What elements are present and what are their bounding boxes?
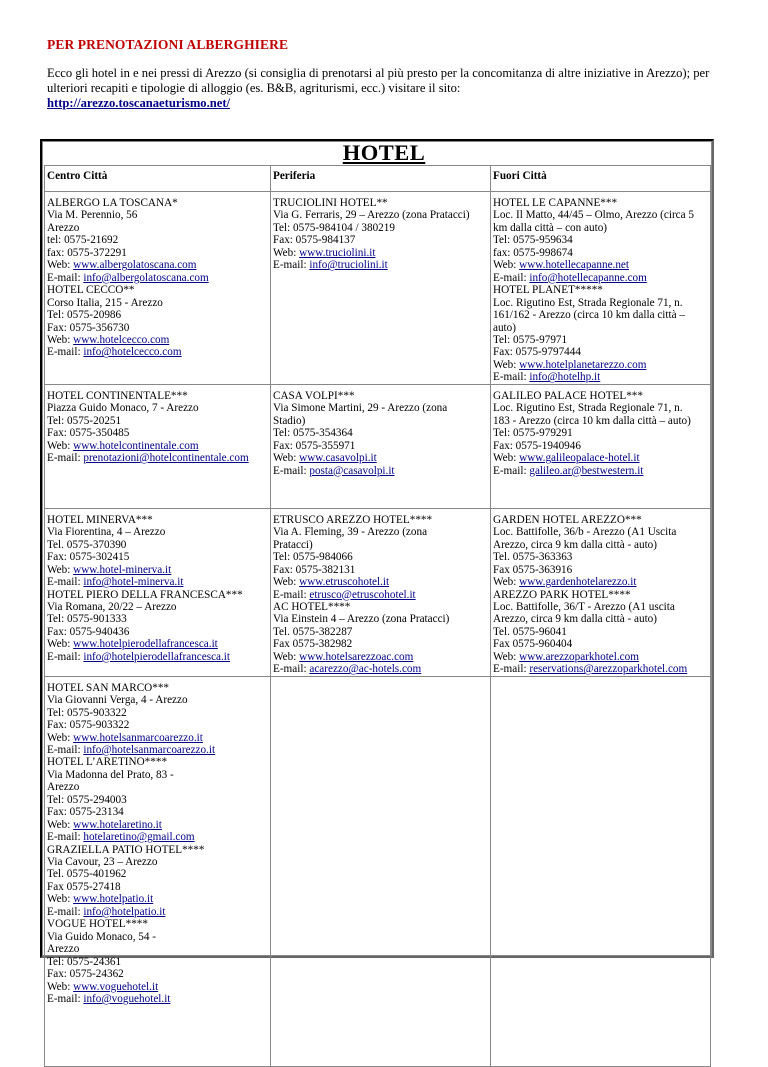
- email-line: [47, 831, 268, 843]
- contact-label: Web:: [273, 576, 300, 589]
- email-line: [273, 465, 488, 477]
- hotel-cell: [45, 508, 271, 676]
- hotel-detail: Via Einstein 4 – Arezzo (zona Pratacci): [273, 613, 450, 626]
- hotel-cell: [491, 384, 711, 508]
- website-link[interactable]: www.hotel-minerva.it: [73, 563, 172, 576]
- hotel-detail: fax: 0575-998674: [493, 246, 573, 259]
- hotel-name: HOTEL CECCO**: [47, 284, 135, 297]
- website-link[interactable]: www.hotelcecco.com: [73, 333, 170, 346]
- email-line: [273, 589, 488, 601]
- email-link[interactable]: etrusco@etruscohotel.it: [309, 588, 416, 601]
- email-link[interactable]: info@hotelsanmarcoarezzo.it: [83, 743, 216, 756]
- hotel-detail: Via Giovanni Verga, 4 - Arezzo: [47, 694, 188, 707]
- hotel-detail: Loc. Rigutino Est, Strada Regionale 71, n.: [493, 296, 683, 309]
- email-link[interactable]: posta@casavolpi.it: [309, 464, 395, 477]
- column-header-fuori: Fuori Città: [491, 166, 711, 192]
- contact-label: Web:: [47, 439, 74, 452]
- website-line: [493, 359, 708, 371]
- table-row: [45, 508, 711, 676]
- website-line: [47, 638, 268, 650]
- website-line: [47, 819, 268, 831]
- contact-label: E-mail:: [47, 905, 84, 918]
- website-link[interactable]: www.hotellecapanne.net: [519, 259, 629, 272]
- hotel-detail: Fax: 0575-23134: [47, 806, 124, 819]
- hotel-detail: Loc. Battifolle, 36/b - Arezzo (A1 Uscita: [493, 526, 677, 539]
- contact-label: E-mail:: [273, 464, 310, 477]
- hotel-detail: Fax: 0575-350485: [47, 427, 130, 440]
- email-line: [47, 993, 268, 1005]
- hotel-detail: Via Guido Monaco, 54 -: [47, 930, 157, 943]
- hotel-name: GRAZIELLA PATIO HOTEL****: [47, 843, 205, 856]
- contact-label: Web:: [47, 333, 74, 346]
- website-link[interactable]: www.hotelaretino.it: [73, 818, 162, 831]
- hotel-detail: Fax: 0575-1940946: [493, 439, 581, 452]
- hotel-cell: [271, 192, 491, 385]
- website-line: [493, 259, 708, 271]
- email-link[interactable]: hotelaretino@gmail.com: [83, 831, 195, 844]
- hotel-detail: Fax: 0575-984137: [273, 234, 356, 247]
- contact-label: Web:: [493, 452, 520, 465]
- contact-label: Web:: [273, 650, 300, 663]
- contact-label: E-mail:: [47, 650, 84, 663]
- contact-label: Web:: [47, 980, 74, 993]
- hotel-detail: Tel: 0575-294003: [47, 793, 127, 806]
- contact-label: E-mail:: [47, 452, 84, 465]
- email-line: [47, 744, 268, 756]
- hotel-detail: Fax: 0575-382131: [273, 563, 356, 576]
- hotel-detail: Fax: 0575-302415: [47, 551, 130, 564]
- hotel-detail: Tel. 0575-382287: [273, 625, 353, 638]
- hotel-cell: [491, 508, 711, 676]
- hotel-detail: tel: 0575-21692: [47, 234, 119, 247]
- email-link[interactable]: prenotazioni@hotelcontinentale.com: [83, 452, 249, 465]
- table-title: HOTEL: [342, 140, 426, 165]
- hotel-cell: [271, 384, 491, 508]
- hotel-cell: [45, 384, 271, 508]
- website-link[interactable]: www.galileopalace-hotel.it: [519, 452, 640, 465]
- contact-label: Web:: [493, 650, 520, 663]
- website-line: [47, 893, 268, 905]
- website-link[interactable]: www.albergolatoscana.com: [73, 259, 197, 272]
- contact-label: E-mail:: [493, 371, 530, 384]
- email-link[interactable]: galileo.ar@bestwestern.it: [529, 464, 644, 477]
- hotel-detail: Fax: 0575-940436: [47, 625, 130, 638]
- hotel-detail: Pratacci): [273, 538, 313, 551]
- contact-label: E-mail:: [273, 588, 310, 601]
- hotel-detail: Fax: 0575-24362: [47, 968, 124, 981]
- hotel-name: VOGUE HOTEL****: [47, 918, 148, 931]
- contact-label: Web:: [47, 818, 74, 831]
- website-link[interactable]: www.hotelplanetarezzo.com: [519, 358, 647, 371]
- email-line: [47, 346, 268, 358]
- contact-label: E-mail:: [47, 346, 84, 359]
- hotel-detail: Via Simone Martini, 29 - Arezzo (zona: [273, 402, 448, 415]
- hotel-name: CASA VOLPI***: [273, 389, 355, 402]
- website-link[interactable]: www.hotelsarezzoac.com: [299, 650, 414, 663]
- contact-label: Web:: [493, 358, 520, 371]
- hotel-detail: Tel. 0575-401962: [47, 868, 127, 881]
- website-line: [47, 334, 268, 346]
- hotel-detail: Via A. Fleming, 39 - Arezzo (zona: [273, 526, 428, 539]
- hotel-detail: auto): [493, 321, 516, 334]
- hotel-detail: Via Cavour, 23 – Arezzo: [47, 856, 158, 869]
- email-link[interactable]: info@voguehotel.it: [83, 993, 171, 1006]
- website-link[interactable]: www.gardenhotelarezzo.it: [519, 576, 637, 589]
- website-link[interactable]: www.hotelcontinentale.com: [73, 439, 199, 452]
- website-line: [47, 440, 268, 452]
- hotel-cell: [491, 192, 711, 385]
- contact-label: E-mail:: [47, 993, 84, 1006]
- contact-label: E-mail:: [47, 743, 84, 756]
- hotel-detail: Tel: 0575-984104 / 380219: [273, 221, 395, 234]
- hotel-detail: km dalla città – con auto): [493, 221, 608, 234]
- email-link[interactable]: info@hotelcecco.com: [83, 346, 182, 359]
- hotel-detail: Corso Italia, 215 - Arezzo: [47, 296, 163, 309]
- hotel-name: HOTEL SAN MARCO***: [47, 681, 170, 694]
- contact-label: E-mail:: [493, 271, 530, 284]
- website-link[interactable]: www.etruscohotel.it: [299, 576, 390, 589]
- contact-label: E-mail:: [47, 831, 84, 844]
- website-line: [493, 651, 708, 663]
- website-line: [47, 259, 268, 271]
- hotel-detail: Fax 0575-382982: [273, 638, 353, 651]
- email-line: [47, 576, 268, 588]
- hotel-detail: Fax: 0575-355971: [273, 439, 356, 452]
- hotel-detail: Tel. 0575-96041: [493, 625, 567, 638]
- hotel-cell: [491, 676, 711, 1066]
- table-row: [45, 192, 711, 385]
- hotel-detail: Fax: 0575-9797444: [493, 346, 581, 359]
- email-link[interactable]: info@hotel-minerva.it: [83, 576, 184, 589]
- tourism-site-link[interactable]: http://arezzo.toscanaeturismo.net/: [47, 96, 231, 111]
- contact-label: Web:: [493, 259, 520, 272]
- hotel-name: AC HOTEL****: [273, 600, 351, 613]
- contact-label: Web:: [493, 576, 520, 589]
- website-line: [493, 452, 708, 464]
- hotel-detail: Via Madonna del Prato, 83 -: [47, 768, 174, 781]
- hotel-detail: Via Romana, 20/22 – Arezzo: [47, 600, 177, 613]
- hotel-detail: 161/162 - Arezzo (circa 10 km dalla città –: [493, 309, 685, 322]
- hotel-name: GARDEN HOTEL AREZZO***: [493, 513, 642, 526]
- table-row: [45, 676, 711, 1066]
- hotel-name: TRUCIOLINI HOTEL**: [273, 197, 388, 209]
- website-link[interactable]: www.hotelpatio.it: [73, 893, 154, 906]
- page-heading: PER PRENOTAZIONI ALBERGHIERE: [47, 37, 289, 52]
- hotel-name: AREZZO PARK HOTEL****: [493, 588, 631, 601]
- hotel-detail: Loc. Battifolle, 36/T - Arezzo (A1 uscita: [493, 600, 675, 613]
- hotel-name: HOTEL PLANET*****: [493, 284, 603, 297]
- hotel-detail: Stadio): [273, 414, 306, 427]
- hotel-detail: Tel: 0575-354364: [273, 427, 353, 440]
- hotel-cell: [45, 192, 271, 385]
- hotel-detail: Via G. Ferraris, 29 – Arezzo (zona Pratacci): [273, 209, 470, 222]
- hotel-detail: Tel: 0575-20986: [47, 309, 122, 322]
- hotel-detail: Via M. Perennio, 56: [47, 209, 138, 222]
- hotel-detail: Arezzo: [47, 943, 80, 956]
- email-line: [47, 906, 268, 918]
- hotel-name: HOTEL CONTINENTALE***: [47, 389, 188, 402]
- hotel-name: ALBERGO LA TOSCANA*: [47, 197, 178, 209]
- contact-label: Web:: [47, 638, 74, 651]
- hotel-detail: Fax: 0575-903322: [47, 719, 130, 732]
- contact-label: E-mail:: [273, 259, 310, 272]
- email-link[interactable]: info@truciolini.it: [309, 259, 388, 272]
- hotel-detail: Tel. 0575-370390: [47, 538, 127, 551]
- hotel-detail: Arezzo, circa 9 km dalla città - auto): [493, 538, 657, 551]
- hotel-table: [44, 165, 711, 1067]
- website-line: [493, 576, 708, 588]
- email-line: [47, 272, 268, 284]
- website-line: [47, 564, 268, 576]
- hotel-name: HOTEL MINERVA***: [47, 513, 153, 526]
- contact-label: E-mail:: [273, 663, 310, 676]
- email-line: [493, 465, 708, 477]
- email-line: [273, 259, 488, 271]
- hotel-detail: Tel: 0575-959634: [493, 234, 573, 247]
- intro-paragraph: [47, 66, 727, 112]
- hotel-detail: Tel: 0575-903322: [47, 706, 127, 719]
- hotel-detail: Via Fiorentina, 4 – Arezzo: [47, 526, 166, 539]
- contact-label: Web:: [273, 452, 300, 465]
- table-row: [45, 384, 711, 508]
- email-line: [47, 452, 268, 464]
- website-link[interactable]: www.hotelpierodellafrancesca.it: [73, 638, 218, 651]
- intro-text: Ecco gli hotel in e nei pressi di Arezzo (si consiglia di prenotarsi al più presto per la concomitanza di altre iniziative in Arezzo); per ulteriori recapiti e tipologie di alloggio (es. B&B, agriturismi, ecc.) visitare il sito:: [47, 66, 710, 96]
- hotel-detail: Fax: 0575-356730: [47, 321, 130, 334]
- website-link[interactable]: www.arezzoparkhotel.com: [519, 650, 639, 663]
- contact-label: Web:: [47, 893, 74, 906]
- email-line: [273, 663, 488, 675]
- email-line: [493, 663, 708, 675]
- email-line: [493, 371, 708, 383]
- hotel-name: HOTEL LE CAPANNE***: [493, 197, 618, 209]
- contact-label: E-mail:: [47, 271, 84, 284]
- contact-label: E-mail:: [493, 464, 530, 477]
- hotel-detail: Tel: 0575-24361: [47, 955, 122, 968]
- hotel-detail: Tel: 0575-901333: [47, 613, 127, 626]
- hotel-detail: Tel. 0575-363363: [493, 551, 573, 564]
- website-link[interactable]: www.hotelsanmarcoarezzo.it: [73, 731, 203, 744]
- website-line: [273, 651, 488, 663]
- contact-label: Web:: [273, 246, 300, 259]
- hotel-detail: Fax 0575-27418: [47, 880, 121, 893]
- hotel-cell: [271, 676, 491, 1066]
- hotel-detail: Arezzo: [47, 781, 80, 794]
- email-link[interactable]: info@hotelpierodellafrancesca.it: [83, 650, 231, 663]
- hotel-detail: Tel: 0575-97971: [493, 333, 568, 346]
- hotel-detail: Tel: 0575-979291: [493, 427, 573, 440]
- hotel-detail: Fax 0575-960404: [493, 638, 573, 651]
- hotel-detail: Arezzo: [47, 221, 80, 234]
- contact-label: Web:: [47, 731, 74, 744]
- contact-label: Web:: [47, 563, 74, 576]
- website-link[interactable]: www.casavolpi.it: [299, 452, 377, 465]
- hotel-name: ETRUSCO AREZZO HOTEL****: [273, 513, 433, 526]
- email-link[interactable]: info@hotelhp.it: [529, 371, 601, 384]
- website-line: [47, 732, 268, 744]
- column-header-centro: Centro Città: [45, 166, 271, 192]
- hotel-name: GALILEO PALACE HOTEL***: [493, 389, 643, 402]
- email-link[interactable]: info@hotelpatio.it: [83, 905, 166, 918]
- hotel-detail: Tel: 0575-20251: [47, 414, 122, 427]
- website-link[interactable]: www.truciolini.it: [299, 246, 376, 259]
- hotel-detail: Fax 0575-363916: [493, 563, 573, 576]
- hotel-detail: Tel: 0575-984066: [273, 551, 353, 564]
- hotel-cell: [45, 676, 271, 1066]
- hotel-name: HOTEL L’ARETINO****: [47, 756, 168, 769]
- website-line: [273, 247, 488, 259]
- column-header-periferia: Periferia: [271, 166, 491, 192]
- email-line: [493, 272, 708, 284]
- website-line: [273, 452, 488, 464]
- contact-label: E-mail:: [47, 576, 84, 589]
- website-line: [47, 981, 268, 993]
- email-link[interactable]: info@hotellecapanne.com: [529, 271, 647, 284]
- website-link[interactable]: www.voguehotel.it: [73, 980, 159, 993]
- hotel-detail: fax: 0575-372291: [47, 246, 127, 259]
- website-line: [273, 576, 488, 588]
- contact-label: E-mail:: [493, 663, 530, 676]
- hotel-detail: Piazza Guido Monaco, 7 - Arezzo: [47, 402, 199, 415]
- email-line: [47, 651, 268, 663]
- hotel-name: HOTEL PIERO DELLA FRANCESCA***: [47, 588, 243, 601]
- hotel-detail: Loc. Rigutino Est, Strada Regionale 71, n.: [493, 402, 683, 415]
- hotel-detail: Arezzo, circa 9 km dalla città - auto): [493, 613, 657, 626]
- hotel-detail: 183 - Arezzo (circa 10 km dalla città – auto): [493, 414, 691, 427]
- hotel-cell: [271, 508, 491, 676]
- contact-label: Web:: [47, 259, 74, 272]
- email-link[interactable]: info@albergolatoscana.com: [83, 271, 209, 284]
- email-link[interactable]: reservations@arezzoparkhotel.com: [529, 663, 688, 676]
- email-link[interactable]: acarezzo@ac-hotels.com: [309, 663, 422, 676]
- hotel-detail: Loc. Il Matto, 44/45 – Olmo, Arezzo (circa 5: [493, 209, 695, 222]
- table-header-row: [45, 166, 711, 192]
